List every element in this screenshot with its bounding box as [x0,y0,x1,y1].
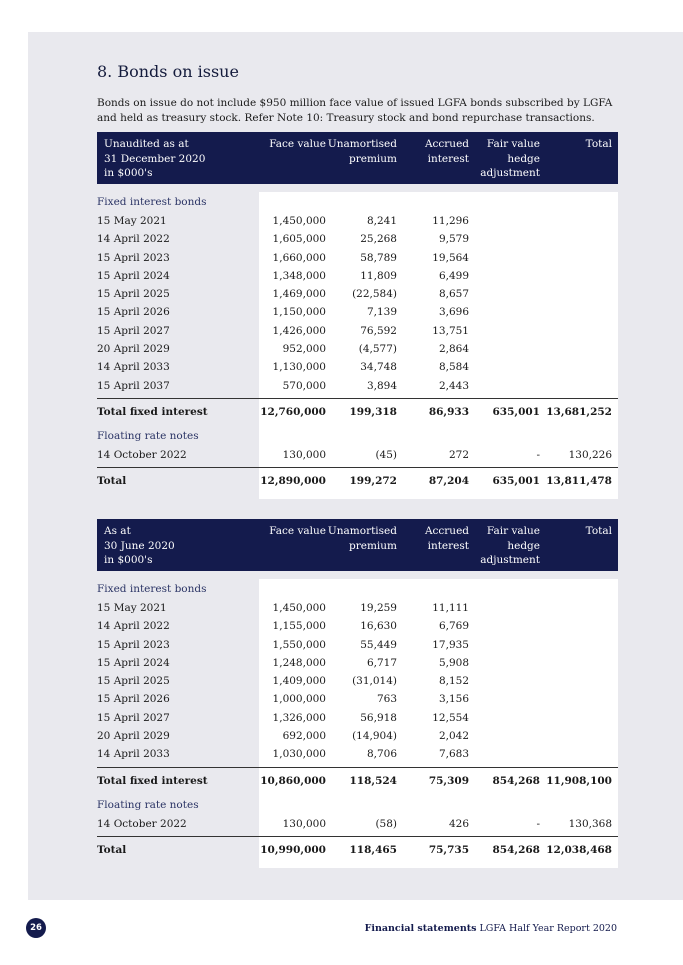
table-row [97,285,618,303]
accrued-interest: 8,152 [438,675,469,688]
section-label-floating [97,426,618,446]
face-value: 10,990,000 [260,843,326,856]
header-accrued-interest: Accrued interest [424,138,469,165]
accrued-interest: 5,908 [438,656,469,669]
table-body [97,579,618,868]
accrued-interest: 2,443 [438,379,469,392]
table-row [97,745,618,763]
row-label: 20 April 2029 [97,730,170,743]
face-value: 130,000 [282,817,326,830]
row-label: 15 May 2021 [97,602,167,614]
header-fair-value-hedge: Fair value hedge adjustment [480,138,540,179]
face-value: 1,248,000 [272,656,326,669]
header-period-line1: Unaudited as at [104,138,189,150]
row-label: Total fixed interest [97,405,208,418]
table-row [97,672,618,690]
row-label: Total [97,843,127,856]
table-row [97,358,618,376]
header-unamortised-premium: Unamortised premium [327,525,397,552]
header-period-line2: 31 December 2020 [104,152,206,165]
section-label-fixed [97,192,618,212]
face-value: 12,760,000 [260,405,326,418]
row-label: 15 April 2025 [97,288,170,301]
header-period-line3: in $000's [104,167,153,179]
unamortised-premium: 55,449 [360,638,397,651]
table-row [97,599,618,617]
table-row [97,267,618,285]
section-label: Fixed interest bonds [97,583,207,595]
table-row [97,303,618,321]
unamortised-premium: 25,268 [360,233,397,246]
total-value: 12,038,468 [546,843,612,856]
table-row [97,322,618,340]
face-value: 10,860,000 [260,774,326,787]
accrued-interest: 19,564 [432,251,469,264]
section-label: Floating rate notes [97,429,199,442]
fair-value-hedge: - [536,448,540,461]
accrued-interest: 11,296 [432,215,469,227]
face-value: 1,469,000 [272,288,326,301]
face-value: 1,150,000 [272,306,326,319]
row-label: 15 April 2026 [97,693,170,706]
row-label: 15 April 2024 [97,656,170,669]
total-fixed-row [97,398,618,424]
table-row [97,212,618,230]
accrued-interest: 7,683 [438,748,469,761]
unamortised-premium: 19,259 [360,602,397,614]
face-value: 1,326,000 [272,711,326,724]
accrued-interest: 3,696 [438,306,469,319]
fair-value-hedge: 635,001 [492,475,540,488]
accrued-interest: 17,935 [432,638,469,651]
unamortised-premium: 11,809 [360,269,397,282]
accrued-interest: 272 [448,448,469,461]
accrued-interest: 3,156 [438,693,469,706]
table-row [97,636,618,654]
unamortised-premium: 6,717 [366,656,397,669]
face-value: 1,450,000 [272,602,326,614]
unamortised-premium: 56,918 [360,711,397,724]
page-title: 8. Bonds on issue [97,62,239,81]
face-value: 570,000 [282,379,326,392]
unamortised-premium: 34,748 [360,361,397,374]
row-label: 14 April 2033 [97,361,170,374]
row-label: 14 April 2022 [97,233,170,246]
face-value: 1,000,000 [272,693,326,706]
unamortised-premium: 8,241 [366,215,397,227]
total-value: 11,908,100 [546,774,612,787]
unamortised-premium: (31,014) [352,675,397,688]
row-label: 15 April 2026 [97,306,170,319]
face-value: 952,000 [282,343,326,356]
row-label: 15 April 2037 [97,379,170,392]
section-label: Fixed interest bonds [97,196,207,208]
header-accrued-interest: Accrued interest [424,525,469,552]
header-face-value: Face value [269,525,326,537]
header-period-line1: As at [104,525,131,537]
unamortised-premium: 118,465 [349,843,397,856]
accrued-interest: 13,751 [432,324,469,337]
table-row [97,815,618,833]
face-value: 1,660,000 [272,251,326,264]
table-row [97,377,618,395]
row-label: 15 April 2024 [97,269,170,282]
page-footer [365,923,617,934]
accrued-interest: 426 [448,817,469,830]
unamortised-premium: 16,630 [360,620,397,633]
total-fixed-row [97,767,618,793]
fair-value-hedge: 635,001 [492,405,540,418]
accrued-interest: 87,204 [428,475,469,488]
face-value: 1,450,000 [272,215,326,227]
header-period-line3: in $000's [104,554,153,566]
total-value: 130,226 [568,448,612,461]
header-fair-value-hedge: Fair value hedge adjustment [480,525,540,566]
intro-paragraph: Bonds on issue do not include $950 million face value of issued LGFA bonds subscribed by LGFA and held as treasury stock. Refer Note 10: Treasury stock and bond repurchase transactions. [97,97,613,124]
unamortised-premium: 3,894 [366,379,397,392]
unamortised-premium: 7,139 [366,306,397,319]
unamortised-premium: 118,524 [349,774,397,787]
unamortised-premium: 763 [376,693,397,706]
table-row [97,727,618,745]
row-label: 14 April 2033 [97,748,170,761]
footer-report-name: LGFA Half Year Report 2020 [479,923,617,934]
row-label: 14 October 2022 [97,448,187,461]
face-value: 1,030,000 [272,748,326,761]
face-value: 130,000 [282,448,326,461]
table-header [97,519,618,571]
unamortised-premium: 199,318 [349,405,397,418]
fair-value-hedge: 854,268 [492,774,540,787]
row-label: Total [97,475,127,488]
row-label: 15 April 2023 [97,638,170,651]
face-value: 1,409,000 [272,675,326,688]
unamortised-premium: 76,592 [360,324,397,337]
table-row [97,654,618,672]
accrued-interest: 2,864 [438,343,469,356]
row-label: 15 April 2027 [97,324,170,337]
row-label: 20 April 2029 [97,343,170,356]
face-value: 692,000 [282,730,326,743]
accrued-interest: 75,735 [428,843,469,856]
total-value: 13,811,478 [546,475,612,488]
row-label: 15 April 2025 [97,675,170,688]
table-body [97,192,618,499]
accrued-interest: 12,554 [432,711,469,724]
accrued-interest: 8,657 [438,288,469,301]
unamortised-premium: (58) [375,817,397,830]
row-label: 15 April 2023 [97,251,170,264]
unamortised-premium: (14,904) [352,730,397,743]
header-face-value: Face value [269,138,326,150]
unamortised-premium: (45) [375,448,397,461]
face-value: 12,890,000 [260,475,326,488]
row-label: 14 April 2022 [97,620,170,633]
face-value: 1,426,000 [272,324,326,337]
unamortised-premium: 58,789 [360,251,397,264]
accrued-interest: 6,499 [438,269,469,282]
table-row [97,690,618,708]
fair-value-hedge: - [536,817,540,830]
section-label-fixed [97,579,618,599]
accrued-interest: 2,042 [438,730,469,743]
row-label: 14 October 2022 [97,817,187,830]
total-value: 130,368 [568,817,612,830]
section-label-floating [97,795,618,815]
table-row [97,446,618,464]
unamortised-premium: 199,272 [349,475,397,488]
table-header [97,132,618,184]
accrued-interest: 8,584 [438,361,469,374]
section-label: Floating rate notes [97,798,199,811]
table-row [97,249,618,267]
table-row [97,617,618,635]
header-period-line2: 30 June 2020 [104,539,175,552]
bonds-table-dec-2020 [97,132,618,499]
accrued-interest: 6,769 [438,620,469,633]
grand-total-row [97,467,618,493]
bonds-table-jun-2020 [97,519,618,868]
unamortised-premium: 8,706 [366,748,397,761]
table-row [97,709,618,727]
row-label: 15 April 2027 [97,711,170,724]
face-value: 1,605,000 [272,233,326,246]
table-row [97,230,618,248]
face-value: 1,550,000 [272,638,326,651]
accrued-interest: 11,111 [432,602,469,614]
unamortised-premium: (22,584) [352,288,397,301]
accrued-interest: 9,579 [438,233,469,246]
header-total: Total [585,138,612,150]
face-value: 1,155,000 [272,620,326,633]
page-number: 26 [26,918,46,938]
row-label: Total fixed interest [97,774,208,787]
accrued-interest: 86,933 [428,405,469,418]
header-unamortised-premium: Unamortised premium [327,138,397,165]
accrued-interest: 75,309 [428,774,469,787]
table-row [97,340,618,358]
footer-section: Financial statements [364,923,477,934]
fair-value-hedge: 854,268 [492,843,540,856]
total-value: 13,681,252 [546,405,612,418]
row-label: 15 May 2021 [97,215,167,227]
grand-total-row [97,836,618,862]
face-value: 1,348,000 [272,269,326,282]
unamortised-premium: (4,577) [358,343,397,356]
face-value: 1,130,000 [272,361,326,374]
header-total: Total [585,525,612,537]
